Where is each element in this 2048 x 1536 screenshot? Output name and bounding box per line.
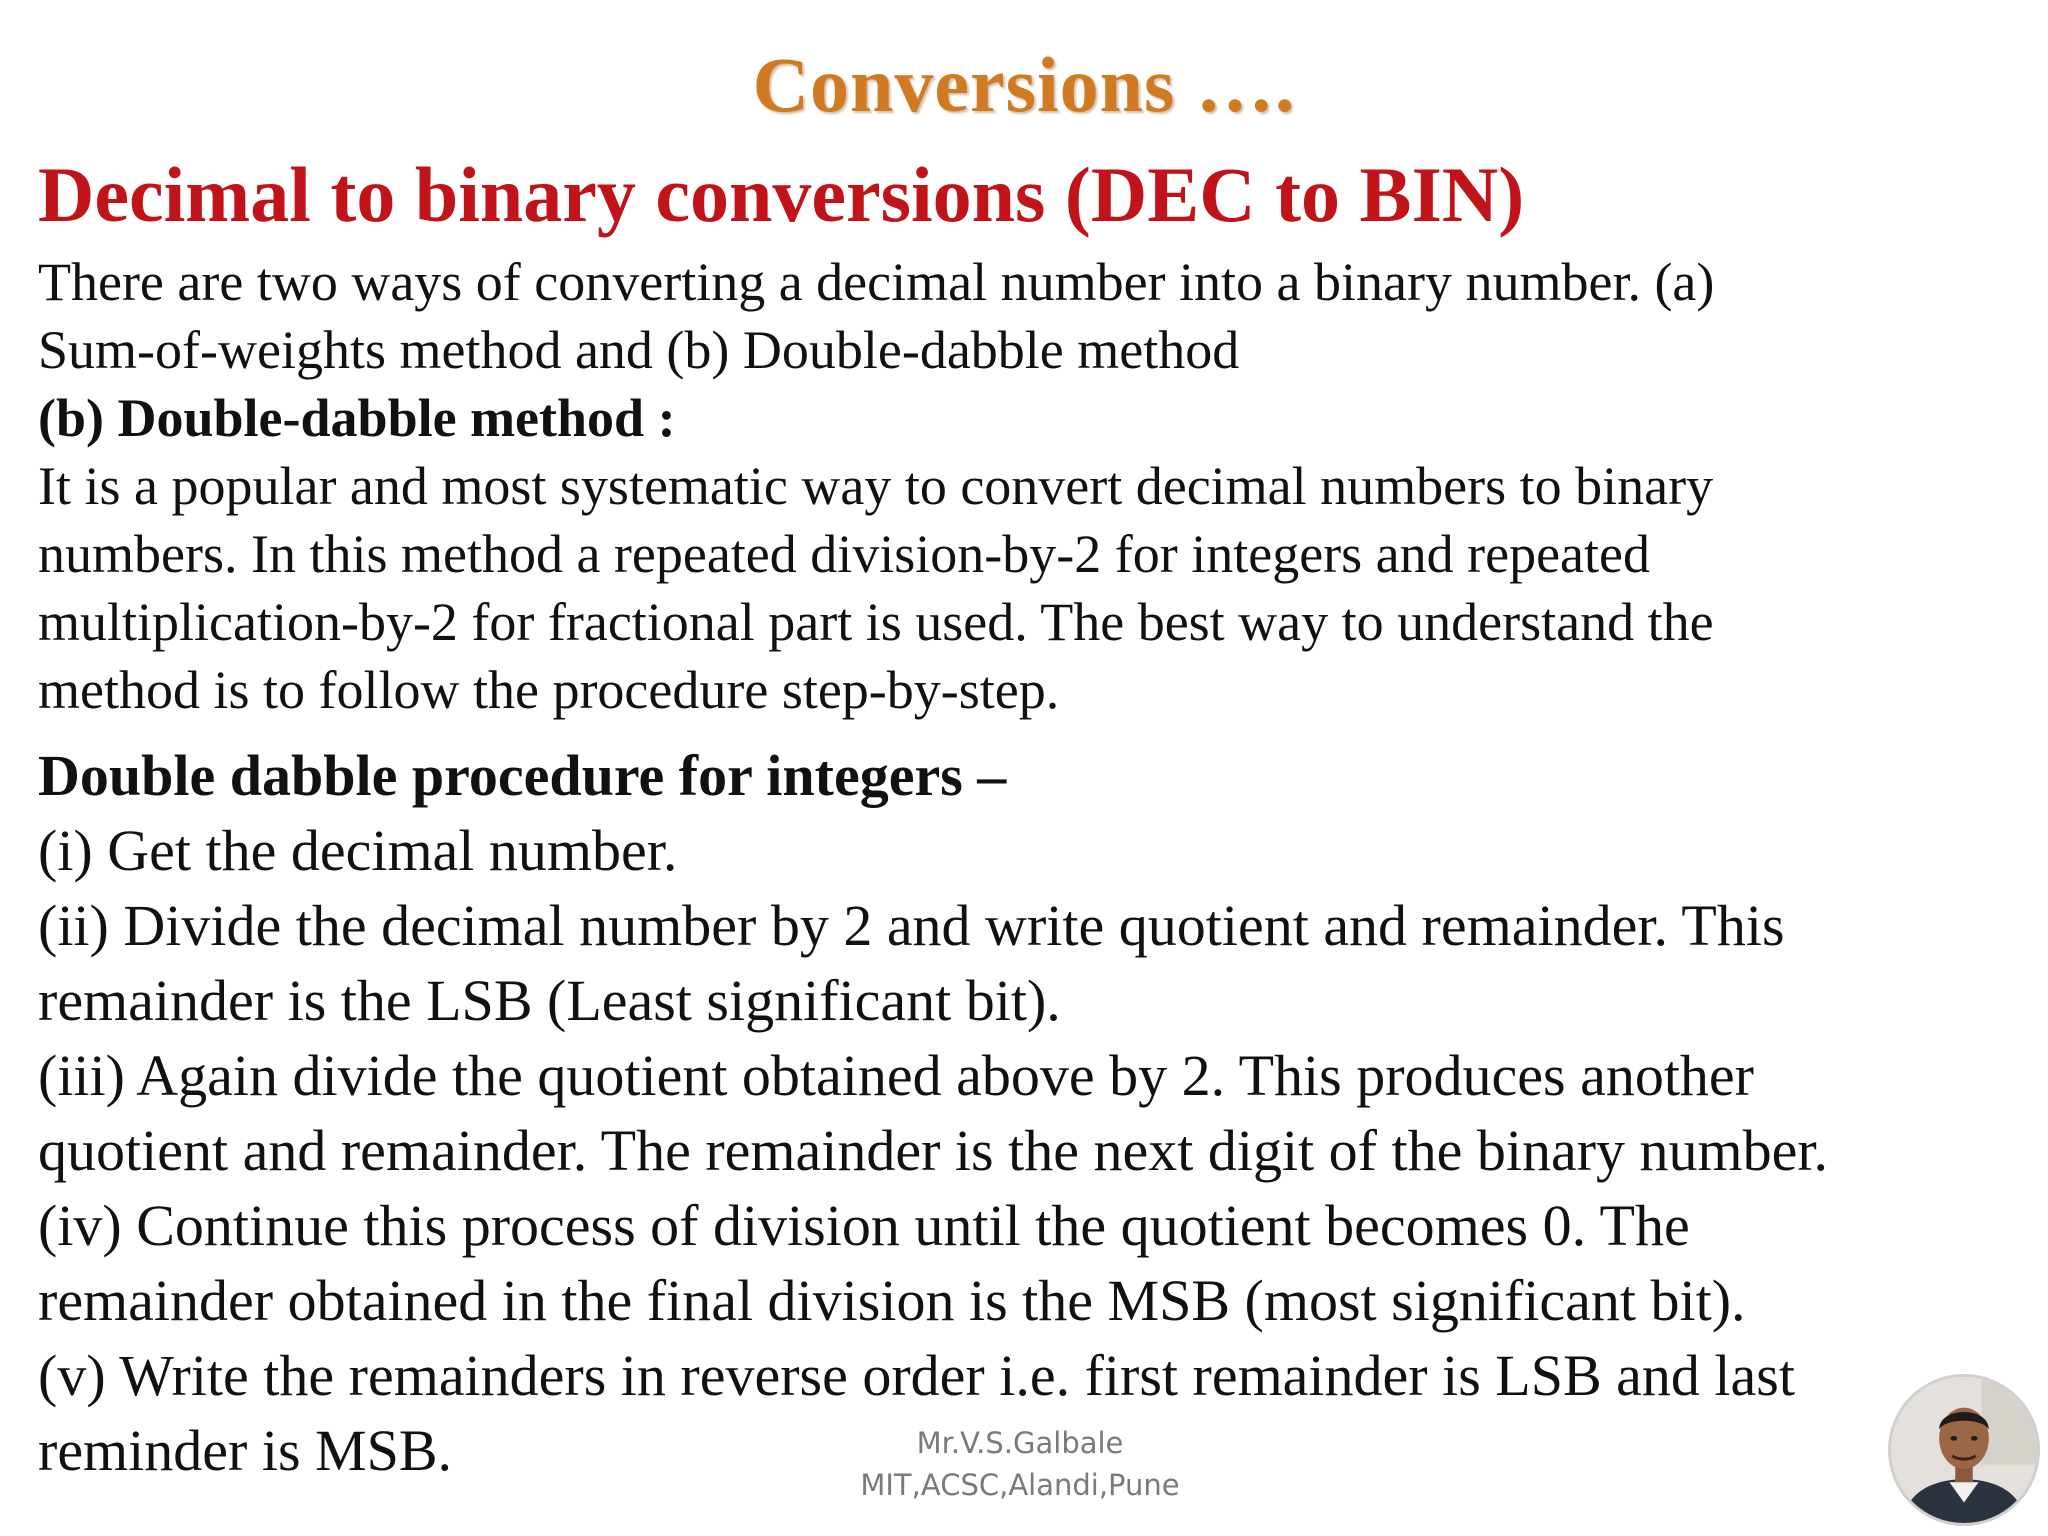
slide-footer	[790, 1422, 1250, 1506]
method-description-line: numbers. In this method a repeated division-by-2 for integers and repeated	[38, 524, 1650, 584]
procedure-line: (iii) Again divide the quotient obtained above by 2. This produces another	[38, 1043, 1754, 1108]
intro-line: Sum-of-weights method and (b) Double-dabble method	[38, 320, 1240, 380]
method-description-line: method is to follow the procedure step-by-step.	[38, 660, 1060, 720]
procedure-line: remainder is the LSB (Least significant bit).	[38, 968, 1061, 1033]
footer-institution: MIT,ACSC,Alandi,Pune	[860, 1468, 1180, 1502]
procedure-heading: Double dabble procedure for integers –	[38, 743, 1007, 808]
method-heading: (b) Double-dabble method :	[38, 388, 676, 448]
procedure-line: reminder is MSB.	[38, 1418, 453, 1483]
intro-line: There are two ways of converting a decimal number into a binary number. (a)	[38, 252, 1715, 312]
procedure-line: quotient and remainder. The remainder is the next digit of the binary number.	[38, 1118, 1828, 1183]
slide-title: Conversions ….	[752, 41, 1296, 128]
procedure-line: (iv) Continue this process of division until the quotient becomes 0. The	[38, 1193, 1690, 1258]
section-heading: Decimal to binary conversions (DEC to BIN)	[38, 151, 1525, 238]
method-description-line: It is a popular and most systematic way to convert decimal numbers to binary	[38, 456, 1714, 516]
intro-block	[38, 248, 1938, 724]
procedure-line: (v) Write the remainders in reverse order i.e. first remainder is LSB and last	[38, 1343, 1795, 1408]
footer-author: Mr.V.S.Galbale	[916, 1426, 1124, 1460]
method-description-line: multiplication-by-2 for fractional part is used. The best way to understand the	[38, 592, 1714, 652]
procedure-line: remainder obtained in the final division is the MSB (most significant bit).	[38, 1268, 1746, 1333]
procedure-line: (i) Get the decimal number.	[38, 818, 678, 883]
procedure-line: (ii) Divide the decimal number by 2 and write quotient and remainder. This	[38, 893, 1785, 958]
procedure-block	[38, 738, 1998, 1488]
presenter-avatar-icon	[1888, 1374, 2040, 1526]
